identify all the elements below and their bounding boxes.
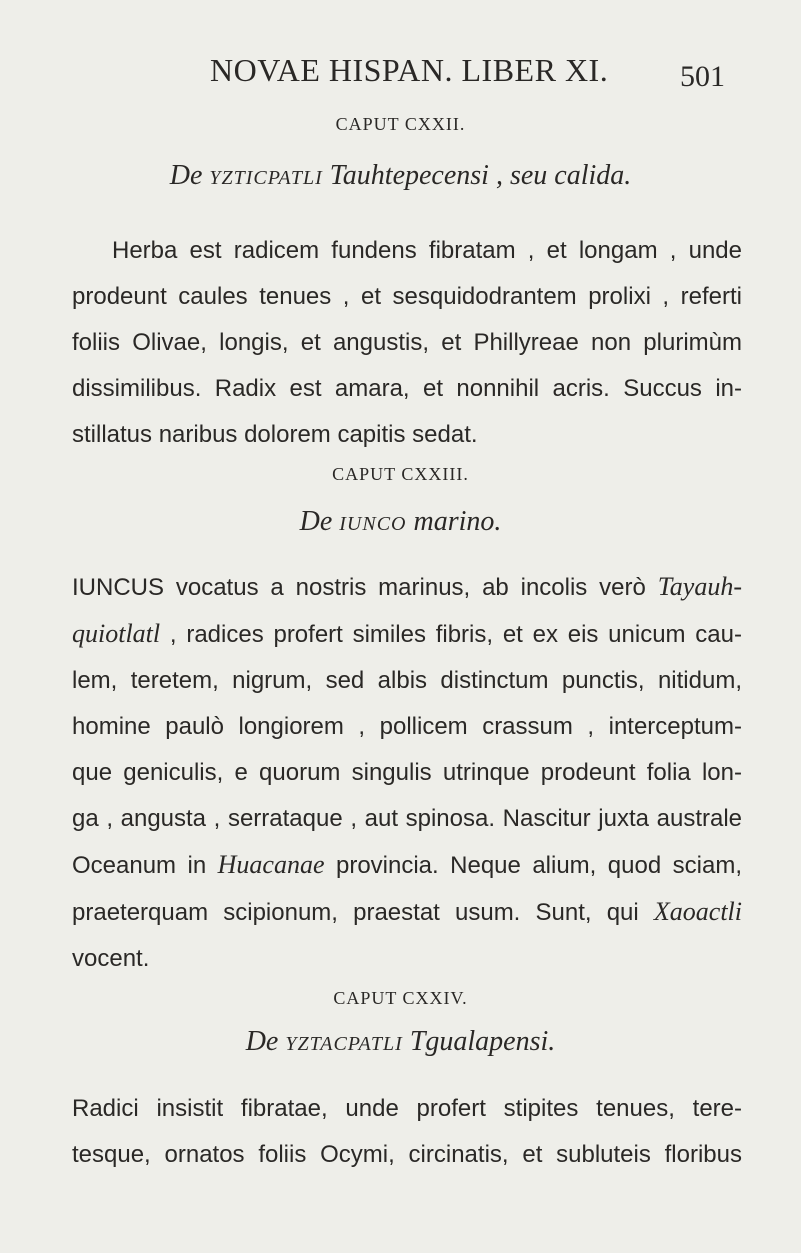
- chapter-title-smallcaps: YZTICPATLI: [209, 167, 323, 189]
- chapter-title-smallcaps: IUNCO: [339, 513, 407, 535]
- chapter-heading: CAPUT CXXIV.: [333, 988, 468, 1008]
- chapter-title-smallcaps: YZTACPATLI: [285, 1033, 403, 1055]
- text-line: dissimilibus. Radix est amara, et nonnihil acris. Succus in-: [72, 375, 742, 402]
- text-line: quiotlatl , radices profert similes fibris, et ex eis unicum cau-: [72, 619, 742, 648]
- chapter-title-prefix: De: [245, 1026, 279, 1057]
- text-line: praeterquam scipionum, praestat usum. Sunt, qui Xaoactli: [72, 897, 742, 926]
- text-line: foliis Olivae, longis, et angustis, et Phillyreae non plurimùm: [72, 329, 742, 356]
- page-number: 501: [680, 60, 725, 93]
- text-line: stillatus naribus dolorem capitis sedat.: [72, 421, 478, 448]
- paragraph: [72, 228, 742, 458]
- chapter-title: [0, 506, 801, 538]
- chapter-title: [0, 1026, 801, 1058]
- text-line: que geniculis, e quorum singulis utrinque prodeunt folia lon-: [72, 759, 742, 786]
- text-line: Radici insistit fibratae, unde profert stipites tenues, tere-: [72, 1095, 742, 1122]
- text-line: Herba est radicem fundens fibratam , et longam , unde: [112, 237, 742, 264]
- text-line: prodeunt caules tenues , et sesquidodrantem prolixi , referti: [72, 283, 742, 310]
- paragraph: [72, 564, 742, 982]
- chapter-title-rest: Tgualapensi.: [409, 1026, 556, 1057]
- chapter-title: [0, 160, 801, 192]
- chapter-heading: CAPUT CXXIII.: [332, 464, 469, 484]
- text-line: homine paulò longiorem , pollicem crassum , interceptum-: [72, 713, 742, 740]
- paragraph: [72, 1086, 742, 1178]
- text-line: tesque, ornatos foliis Ocymi, circinatis, et subluteis floribus: [72, 1141, 742, 1168]
- chapter-title-rest: marino.: [413, 506, 502, 537]
- chapter-title-prefix: De: [169, 160, 203, 191]
- text-line: ga , angusta , serrataque , aut spinosa. Nascitur juxta australe: [72, 805, 742, 832]
- text-line: IUNCUS vocatus a nostris marinus, ab incolis verò Tayauh-: [72, 572, 742, 601]
- chapter-title-rest: Tauhtepecensi , seu calida.: [329, 160, 632, 191]
- text-line: Oceanum in Huacanae provincia. Neque alium, quod sciam,: [72, 850, 742, 879]
- running-head: NOVAE HISPAN. LIBER XI.: [210, 52, 609, 88]
- text-line: vocent.: [72, 945, 150, 972]
- text-line: lem, teretem, nigrum, sed albis distinctum punctis, nitidum,: [72, 667, 742, 694]
- chapter-heading: CAPUT CXXII.: [335, 114, 466, 134]
- chapter-title-prefix: De: [299, 506, 333, 537]
